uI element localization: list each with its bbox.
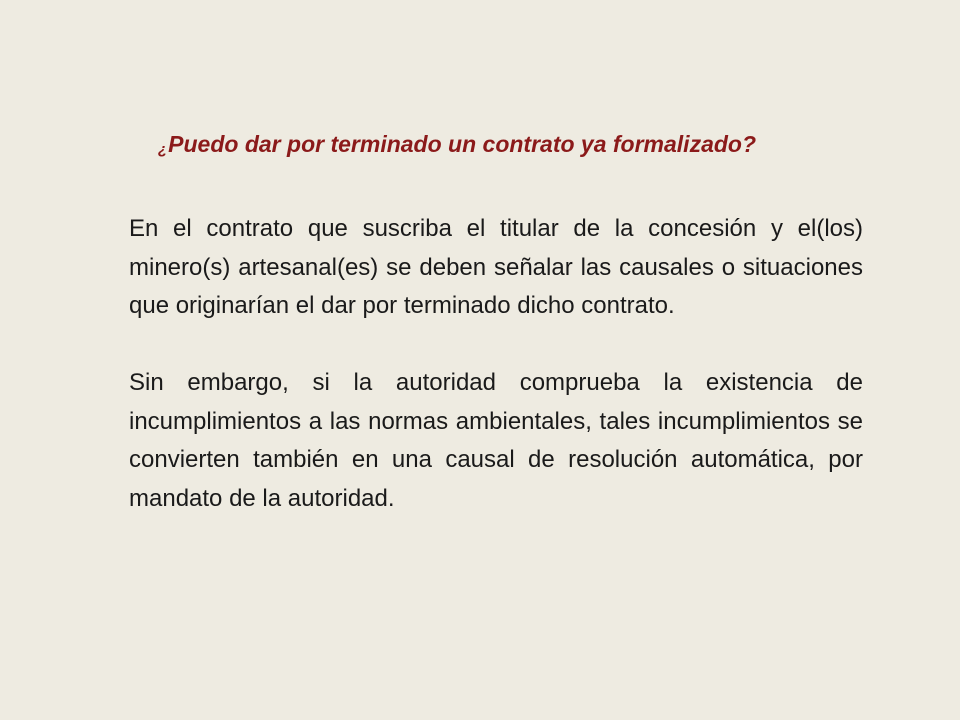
- paragraph-contract-causes: En el contrato que suscriba el titular de la concesión y el(los) minero(s) artesanal(es) se deben señalar las causales o situaciones que originarían el dar por terminado dicho contrato.: [129, 215, 863, 319]
- question-open-mark: ¿: [158, 141, 168, 158]
- answer-body: [129, 210, 863, 518]
- question-text: Puedo dar por terminado un contrato ya formalizado?: [168, 131, 757, 157]
- question-heading: [158, 126, 794, 168]
- paragraph-automatic-resolution: Sin embargo, si la autoridad comprueba la existencia de incumplimientos a las normas ambientales, tales incumplimientos se convierten también en una causal de resolución automática, por mandato de la autoridad.: [129, 369, 863, 512]
